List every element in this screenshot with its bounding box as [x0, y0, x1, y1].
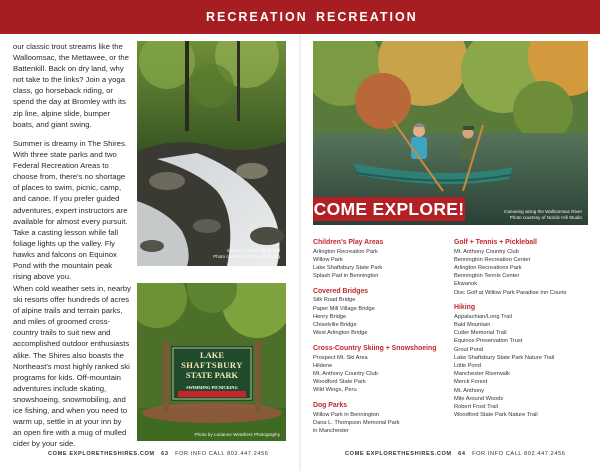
list-section [313, 287, 448, 338]
recreation-list-right [454, 238, 594, 426]
list-item: Wild Wings, Peru [313, 387, 357, 394]
list-item: Mt. Anthony Country Club [313, 370, 378, 377]
park-sign-text: LAKE SHAFTSBURY STATE PARK SWIMMING·PICNICKING [181, 350, 243, 390]
footer-right-phone: FOR INFO CALL 802.447.2456 [472, 451, 566, 457]
footer-left-phone: FOR INFO CALL 802.447.2456 [175, 451, 269, 457]
list-item: Appalachian/Long Trail [454, 313, 512, 320]
list-item: Arlington Recreations Park [454, 264, 522, 271]
list-item: Grout Pond [454, 346, 484, 353]
footer-left-page-number: 63 [161, 451, 169, 457]
recreation-list-left [313, 238, 448, 442]
list-item: Woodford State Park [313, 379, 366, 386]
page-fold [299, 34, 301, 471]
list-item: Robert Frost Trail [454, 404, 498, 411]
stream-photo-caption: Mad Tom River hiking trail Photo courtesy of Jim Lendinang [213, 248, 280, 259]
canoe-photo-caption: Canoeing along the Walloomsac River Photo courtesy of Nordic Hill Studio [504, 209, 582, 220]
list-item: Bennington Recreation Center [454, 256, 531, 263]
list-item: Willow Park [313, 256, 343, 263]
list-section-heading: Dog Parks [313, 402, 348, 410]
left-page-title: RECREATION [206, 10, 308, 24]
list-item: Bald Mountain [454, 322, 491, 329]
list-item: Prospect Mt. Ski Area [313, 354, 368, 361]
list-item: Ekwanok [454, 281, 478, 288]
list-item: Manchester Riverwalk [454, 371, 510, 378]
list-section-heading: Covered Bridges [313, 287, 369, 295]
list-section [454, 238, 594, 297]
body-paragraph-3: When cold weather sets in, nearby ski resorts offer hundreds of acres of alpine trails and terrain parks, and miles of groomed cross-country trails to suit new and accomplished outdoor enthusiasts alike. The Shires also boasts the Northeast's most highly ranked ski programs for kids. Off-mountain adventures include skating, snowshoeing, snowmobiling, and ice fishing, and when you need to warm up, settle in at your inn by an open fire with a mug of mulled cider by your side. [13, 284, 131, 449]
list-item: Hildene [313, 362, 333, 369]
list-section-heading: Golf + Tennis + Pickleball [454, 239, 537, 246]
right-page-title: RECREATION [316, 10, 418, 24]
body-paragraph-1: our classic trout streams like the Walloomsac, the Mettawee, or the Battenkill. Back on dry land, why not take to the links? Join a yoga class, go horseback riding, or spend the day at Bromley with its zip line, alpine slide, bumper boats, and giant swing. [13, 42, 129, 129]
footer-right [345, 451, 566, 457]
list-section-heading: Children's Play Areas [313, 239, 384, 246]
list-item: Mile Around Woods [454, 395, 504, 402]
list-item: Arlington Recreation Park [313, 248, 378, 255]
body-paragraph-2: Summer is dreamy in The Shires. With three state parks and two Federal Recreation Areas to choose from, there's no shortage of places to swim, picnic, camp, and canoe. If you prefer guided adventures, expert instructors are available for almost every pursuit. Take a casting lesson while fall foliage lights up the valley. Fly hawks and falcons on Equinox Pond with the mountain peak rising above you. [13, 139, 128, 282]
list-item: Merck Forest [454, 379, 488, 386]
footer-left-site: COME EXPLORETHESHIRES.COM [48, 451, 155, 457]
list-item: Mt. Anthony Country Club [454, 248, 519, 255]
list-item: Mt. Anthony [454, 387, 485, 394]
list-section-heading: Hiking [454, 304, 476, 312]
list-item: Woodford State Park Nature Trail [454, 412, 538, 419]
list-item: Chiselville Bridge [313, 322, 357, 329]
footer-left [48, 451, 269, 457]
list-item: Equinox Preservation Trust [454, 338, 523, 345]
list-item: Lake Shaftsbury State Park Nature Trail [454, 354, 555, 361]
list-item: Lake Shaftsbury State Park [313, 264, 383, 271]
list-section [313, 238, 448, 280]
list-item: West Arlington Bridge [313, 330, 368, 337]
list-section [313, 344, 448, 395]
list-item: Henry Bridge [313, 313, 347, 320]
list-item: Cutler Memorial Trail [454, 330, 507, 337]
list-item: in Manchester [313, 428, 349, 435]
list-item: Little Pond [454, 363, 481, 370]
footer-right-site: COME EXPLORETHESHIRES.COM [345, 451, 452, 457]
list-item: Silk Road Bridge [313, 297, 356, 304]
sign-photo-caption: Photo by Lorianne Weathers Photography [194, 432, 280, 437]
list-section [454, 303, 594, 419]
stream-photo [137, 41, 286, 266]
list-item: Disc Golf at Willow Park Paradise Inn Courts [454, 289, 567, 296]
header-bar [0, 0, 600, 34]
list-item: Splash Pad in Bennington [313, 273, 379, 280]
list-section [313, 401, 448, 435]
list-item: Paper Mill Village Bridge [313, 305, 375, 312]
state-park-sign-photo [137, 283, 286, 441]
footer-right-page-number: 64 [458, 451, 466, 457]
list-section-heading: Cross-Country Skiing + Snowshoeing [313, 345, 437, 353]
come-explore-banner: COME EXPLORE! [313, 199, 465, 219]
list-item: Willow Park in Bennington [313, 411, 380, 418]
list-item: Bennington Tennis Center [454, 273, 520, 280]
list-item: Dana L. Thompson Memorial Park [313, 419, 400, 426]
